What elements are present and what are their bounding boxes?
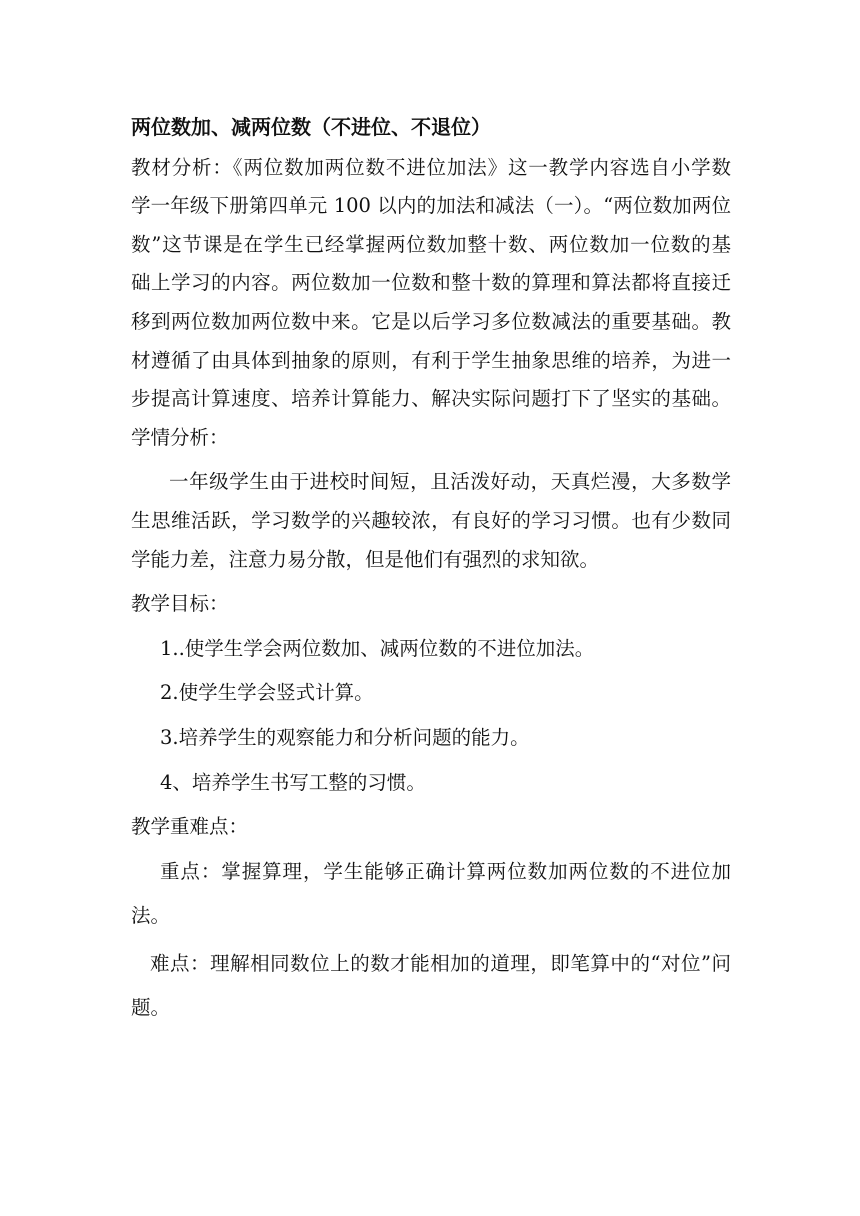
objective-item: 4、培养学生书写工整的习惯。	[160, 770, 426, 794]
key-points-section	[131, 808, 731, 1028]
analysis-line: 础上学习的内容。两位数加一位数和整十数的算理和算法都将直接迁	[131, 271, 731, 295]
objective-item: 2.使学生学会竖式计算。	[160, 681, 374, 705]
student-analysis-line: 生思维活跃，学习数学的兴趣较浓，有良好的学习习惯。也有少数同	[131, 508, 731, 532]
analysis-line: 学一年级下册第四单元 100 以内的加法和减法（一）。“两位数加两位	[131, 194, 731, 218]
analysis-line: 移到两位数加两位数中来。它是以后学习多位数减法的重要基础。教	[131, 309, 731, 333]
analysis-line: 教材分析：《两位数加两位数不进位加法》这一教学内容选自小学数	[131, 155, 731, 179]
objective-item: 3.培养学生的观察能力和分析问题的能力。	[160, 725, 530, 749]
objectives-section	[131, 585, 731, 802]
analysis-line: 数”这节课是在学生已经掌握两位数加整十数、两位数加一位数的基	[131, 232, 731, 256]
analysis-line: 材遵循了由具体到抽象的原则，有利于学生抽象思维的培养，为进一	[131, 348, 731, 372]
student-analysis-section	[131, 419, 731, 579]
document-title: 两位数加、减两位数（不进位、不退位）	[131, 115, 491, 139]
objectives-heading: 教学目标：	[131, 592, 229, 616]
objective-item: 1..使学生学会两位数加、减两位数的不进位加法。	[160, 636, 595, 660]
difficulty-line: 难点：理解相同数位上的数才能相加的道理，即笔算中的“对位”问	[150, 951, 731, 975]
key-points-heading: 教学重难点：	[131, 815, 249, 839]
analysis-line: 步提高计算速度、培养计算能力、解决实际问题打下了坚实的基础。	[131, 387, 731, 411]
document-content	[131, 108, 731, 1028]
student-analysis-line: 一年级学生由于进校时间短，且活泼好动，天真烂漫，大多数学	[169, 470, 731, 494]
student-analysis-line: 学能力差，注意力易分散，但是他们有强烈的求知欲。	[131, 547, 600, 571]
difficulty-line: 题。	[131, 996, 171, 1020]
analysis-section	[131, 149, 731, 419]
student-analysis-heading: 学情分析：	[131, 425, 229, 449]
focus-line: 法。	[131, 904, 171, 928]
focus-line: 重点：掌握算理，学生能够正确计算两位数加两位数的不进位加	[160, 859, 731, 883]
